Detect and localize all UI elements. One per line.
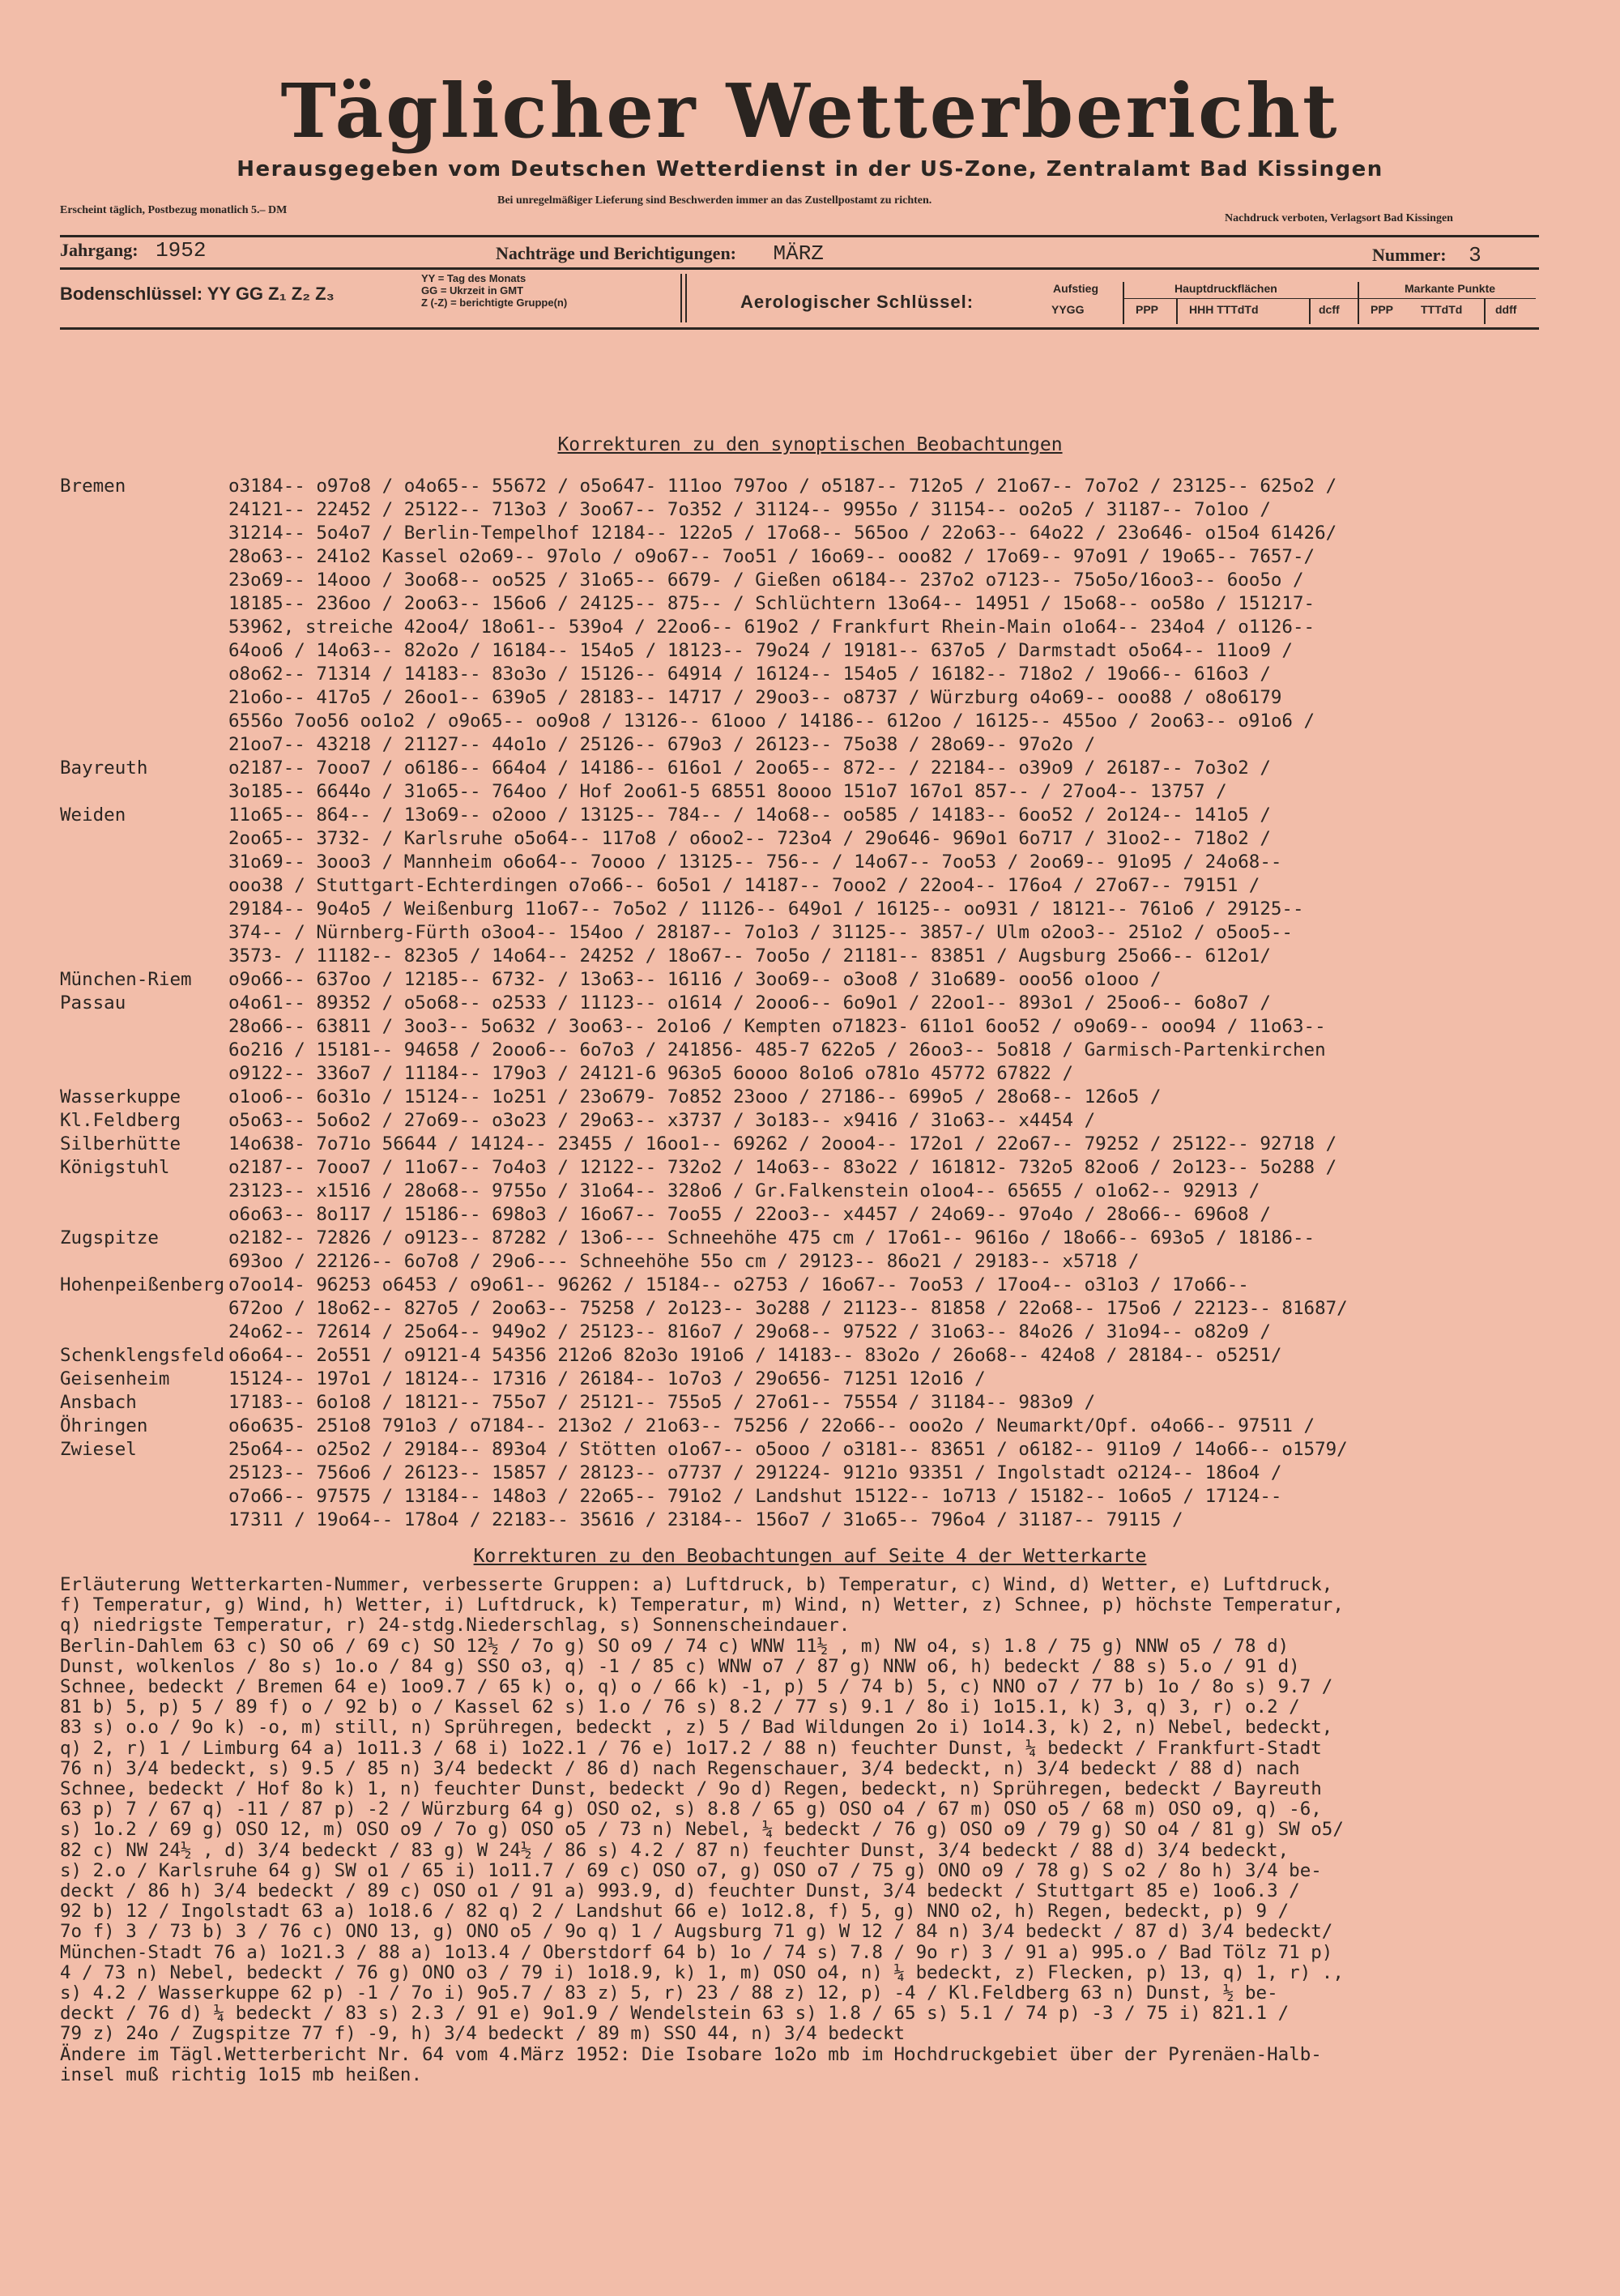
correction-line: 7o f) 3 / 73 b) 3 / 76 c) ONO 13, g) ONO o5 / 9o q) 1 / Augsburg 71 g) W 12 / 84 n) 3/4 bedeckt / 87 d) 3/4 bedeckt/ — [60, 1921, 1333, 1943]
correction-line: Schnee, bedeckt / Hof 8o k) 1, n) feuchter Dunst, bedeckt / 9o d) Regen, bedeckt, n) Sprühregen, bedeckt / Bayreuth — [60, 1778, 1322, 1800]
station-name — [60, 569, 228, 592]
obs-row — [60, 710, 1550, 733]
station-name: Zugspitze — [60, 1227, 159, 1248]
station-name — [60, 945, 228, 968]
aero-sep — [1484, 298, 1486, 324]
station-name — [60, 1297, 228, 1321]
masthead — [0, 66, 1620, 156]
obs-text: o6o64-- 2o551 / o9121-4 54356 212o6 82o3o 191o6 / 14183-- 83o2o / 26o68-- 424o8 / 28184-- o5251/ — [228, 1345, 1282, 1366]
station-name: Geisenheim — [60, 1368, 170, 1389]
nummer-value: 3 — [1469, 243, 1481, 267]
correction-line: Schnee, bedeckt / Bremen 64 e) 1oo9.7 / 65 k) o, q) o / 66 k) -1, p) 5 / 74 b) 5, c) NNO o7 / 77 b) 1o / 8o s) 9.7 / — [60, 1676, 1333, 1698]
obs-text: 693oo / 22126-- 6o7o8 / 29o6--- Schneehöhe 55o cm / 29123-- 86o21 / 29183-- x5718 / — [228, 1251, 1140, 1272]
aero-aufstieg: Aufstieg — [1053, 282, 1098, 295]
correction-line: s) 4.2 / Wasserkuppe 62 p) -1 / 7o i) 9o5.7 / 83 z) 5, r) 23 / 88 z) 12, p) -4 / Kl.Feldberg 63 n) Dunst, ½ be- — [60, 1982, 1278, 2004]
aero-sep — [1358, 282, 1359, 324]
station-name: Bayreuth — [60, 758, 148, 779]
obs-row — [60, 1368, 1550, 1391]
header-rule-bottom — [60, 327, 1539, 330]
station-name — [60, 710, 228, 733]
station-name: Silberhütte — [60, 1133, 181, 1154]
correction-line: 82 c) NW 24½ , d) 3/4 bedeckt / 83 g) W 24½ / 86 s) 4.2 / 87 n) feuchter Dunst, 3/4 bedeckt / 88 d) 3/4 bedeckt, — [60, 1839, 1290, 1861]
header-rule-mid — [60, 267, 1539, 270]
delivery-note: Bei unregelmäßiger Lieferung sind Beschwerden immer an das Zustellpostamt zu richten. — [497, 194, 932, 207]
nachtraege-label: Nachträge und Berichtigungen: — [496, 243, 736, 263]
obs-text: 18185-- 236oo / 2oo63-- 156o6 / 24125-- 875-- / Schlüchtern 13o64-- 14951 / 15o68-- oo58o / 151217- — [228, 593, 1315, 614]
correction-line: Erläuterung Wetterkarten-Nummer, verbesserte Gruppen: a) Luftdruck, b) Temperatur, c) Wind, d) Wetter, e) Luftdruck, — [60, 1574, 1333, 1595]
station-name: Bremen — [60, 476, 126, 497]
station-name — [60, 874, 228, 898]
station-name — [60, 1039, 228, 1062]
station-name — [60, 1180, 228, 1203]
aero-hauptdruck: Hauptdruckflächen — [1174, 282, 1277, 295]
aero-sep — [1176, 298, 1178, 324]
bodenschluessel-label: Bodenschlüssel: YY GG Z₁ Z₂ Z₃ — [60, 284, 335, 304]
header-rule-top — [60, 235, 1539, 237]
aero-hhh: HHH TTTdTd — [1189, 303, 1259, 316]
station-name — [60, 1062, 228, 1086]
obs-text: o4o61-- 89352 / o5o68-- o2533 / 11123-- o1614 / 2ooo6-- 6o9o1 / 22oo1-- 893o1 / 25oo6-- 6o8o7 / — [228, 992, 1271, 1014]
aero-tt: TTTdTd — [1421, 303, 1463, 316]
obs-row — [60, 1297, 1550, 1321]
obs-text: 15124-- 197o1 / 18124-- 17316 / 26184-- 1o7o3 / 29o656- 71251 12o16 / — [228, 1368, 986, 1389]
obs-row — [60, 592, 1550, 616]
legend-z: Z (-Z) = berichtigte Gruppe(n) — [421, 297, 568, 309]
obs-row — [60, 663, 1550, 686]
obs-row — [60, 522, 1550, 545]
jahrgang-value: 1952 — [156, 238, 207, 262]
obs-text: 28o66-- 63811 / 3oo3-- 5o632 / 3oo63-- 2o1o6 / Kempten o71823- 611o1 6oo52 / o9o69-- ooo94 / 11o63-- — [228, 1016, 1326, 1037]
obs-text: o9122-- 336o7 / 11184-- 179o3 / 24121-6 963o5 6oooo 8o1o6 o781o 45772 67822 / — [228, 1063, 1074, 1084]
station-name — [60, 851, 228, 874]
correction-line: deckt / 86 h) 3/4 bedeckt / 89 c) OSO o1 / 91 a) 993.9, d) feuchter Dunst, 3/4 bedeckt / Stuttgart 85 e) 1oo6.3 / — [60, 1880, 1300, 1902]
correction-line: Dunst, wolkenlos / 8o s) 1o.o / 84 g) SSO o3, q) -1 / 85 c) WNW o7 / 87 g) NNW o6, h) bedeckt / 88 s) 5.o / 91 d) — [60, 1655, 1300, 1677]
obs-row — [60, 1203, 1550, 1227]
jahrgang-field — [60, 238, 206, 262]
correction-line: s) 2.o / Karlsruhe 64 g) SW o1 / 65 i) 1o11.7 / 69 c) OSO o7, g) OSO o7 / 75 g) ONO o9 / 78 g) S o2 / 8o h) 3/4 be- — [60, 1859, 1322, 1881]
obs-text: o3184-- o97o8 / o4o65-- 55672 / o5o647- 111oo 797oo / o5187-- 712o5 / 21o67-- 7o7o2 / 23125-- 625o2 / — [228, 476, 1337, 497]
correction-line: 76 n) 3/4 bedeckt, s) 9.5 / 85 n) 3/4 bedeckt / 86 d) nach Regenschauer, 3/4 bedeckt, n) 3/4 bedeckt / 88 d) nach — [60, 1757, 1300, 1779]
station-name — [60, 639, 228, 663]
aero-markante: Markante Punkte — [1405, 282, 1496, 295]
obs-row — [60, 1485, 1550, 1509]
correction-line: s) 1o.2 / 69 g) OSO 12, m) OSO o9 / 7o g) OSO o5 / 73 n) Nebel, ¼ bedeckt / 76 g) OSO o9 / 79 g) SO o4 / 81 g) SW o5/ — [60, 1819, 1344, 1841]
station-name — [60, 827, 228, 851]
correction-line: München-Stadt 76 a) 1o21.3 / 88 a) 1o13.4 / Oberstdorf 64 b) 1o / 74 s) 7.8 / 9o r) 3 / 91 a) 995.o / Bad Tölz 71 p) — [60, 1941, 1333, 1963]
obs-text: 672oo / 18o62-- 827o5 / 2oo63-- 75258 / 2o123-- 3o288 / 21123-- 81858 / 22o68-- 175o6 / 22123-- 81687/ — [228, 1298, 1348, 1319]
obs-row — [60, 1227, 1550, 1250]
key-legend — [421, 272, 567, 309]
obs-row — [60, 498, 1550, 522]
aero-sep — [1309, 298, 1311, 324]
obs-row — [60, 1462, 1550, 1485]
obs-row — [60, 1039, 1550, 1062]
header-divider-1 — [680, 274, 682, 322]
header-divider-2 — [685, 274, 687, 322]
obs-text: 14o638- 7o71o 56644 / 14124-- 23455 / 16oo1-- 69262 / 2ooo4-- 172o1 / 22o67-- 79252 / 25122-- 92718 / — [228, 1133, 1337, 1154]
obs-text: 3o185-- 6644o / 31o65-- 764oo / Hof 2oo61-5 68551 8oooo 151o7 167o1 857-- / 27oo4-- 13757 / — [228, 781, 1227, 802]
obs-row — [60, 874, 1550, 898]
section1-title — [0, 434, 1620, 455]
obs-text: 24o62-- 72614 / 25o64-- 949o2 / 25123-- 816o7 / 29o68-- 97522 / 31o63-- 84o26 / 31o94-- o82o9 / — [228, 1321, 1271, 1342]
aero-dcff: dcff — [1319, 303, 1340, 316]
obs-text: 6o216 / 15181-- 94658 / 2ooo6-- 6o7o3 / 241856- 485-7 622o5 / 26oo3-- 5o818 / Garmisch-Partenkirchen — [228, 1039, 1326, 1061]
correction-line: 4 / 73 n) Nebel, bedeckt / 76 g) ONO o3 / 79 i) 1o18.9, k) 1, m) OSO o4, n) ¼ bedeckt, z) Flecken, p) 13, q) 1, r) ., — [60, 1961, 1344, 1983]
station-name — [60, 522, 228, 545]
obs-text: 2oo65-- 3732- / Karlsruhe o5o64-- 117o8 / o6oo2-- 723o4 / 29o646- 969o1 6o717 / 31oo2-- 718o2 / — [228, 828, 1271, 849]
correction-line: insel muß richtig 1o15 mb heißen. — [60, 2063, 423, 2085]
obs-text: o6o635- 251o8 791o3 / o7184-- 213o2 / 21o63-- 75256 / 22o66-- ooo2o / Neumarkt/Opf. o4o66-- 97511 / — [228, 1415, 1315, 1436]
subscription-note: Erscheint täglich, Postbezug monatlich 5.– DM — [60, 204, 288, 216]
obs-row — [60, 1086, 1550, 1109]
obs-text: 28o63-- 241o2 Kassel o2o69-- 97olo / o9o67-- 7oo51 / 16o69-- ooo82 / 17o69-- 97o91 / 19o65-- 7657-/ — [228, 546, 1315, 567]
obs-text: 11o65-- 864-- / 13o69-- o2ooo / 13125-- 784-- / 14o68-- oo585 / 14183-- 6oo52 / 2o124-- 141o5 / — [228, 804, 1271, 826]
obs-row — [60, 1250, 1550, 1274]
synoptic-corrections — [60, 475, 1550, 1532]
station-name: Kl.Feldberg — [60, 1110, 181, 1131]
page-title: Täglicher Wetterbericht — [280, 67, 1340, 155]
obs-text: 17183-- 6o1o8 / 18121-- 755o7 / 25121-- 755o5 / 27o61-- 75554 / 31184-- 983o9 / — [228, 1392, 1096, 1413]
obs-row — [60, 757, 1550, 780]
jahrgang-label: Jahrgang: — [60, 240, 139, 260]
obs-row — [60, 1274, 1550, 1297]
obs-text: 17311 / 19o64-- 178o4 / 22183-- 35616 / 23184-- 156o7 / 31o65-- 796o4 / 31187-- 79115 / — [228, 1509, 1183, 1530]
obs-row — [60, 1321, 1550, 1344]
obs-row — [60, 804, 1550, 827]
obs-text: o9o66-- 637oo / 12185-- 6732- / 13o63-- 16116 / 3oo69-- o3oo8 / 31o689- ooo56 o1ooo / — [228, 969, 1162, 990]
obs-text: o2187-- 7ooo7 / 11o67-- 7o4o3 / 12122-- 732o2 / 14o63-- 83o22 / 161812- 732o5 82oo6 / 2o123-- 5o288 / — [228, 1157, 1337, 1178]
correction-line: 63 p) 7 / 67 q) -11 / 87 p) -2 / Würzburg 64 g) OSO o2, s) 8.8 / 65 g) OSO o4 / 67 m) OSO o5 / 68 m) OSO o9, q) -6, — [60, 1799, 1322, 1820]
obs-text: 21oo7-- 43218 / 21127-- 44o1o / 25126-- 679o3 / 26123-- 75o38 / 28o69-- 97o2o / — [228, 734, 1096, 755]
obs-text: 25o64-- o25o2 / 29184-- 893o4 / Stötten o1o67-- o5ooo / o3181-- 83651 / o6182-- 911o9 / 14o66-- o1579/ — [228, 1439, 1348, 1460]
obs-text: 6556o 7oo56 oo1o2 / o9o65-- oo9o8 / 13126-- 61ooo / 14186-- 612oo / 16125-- 455oo / 2oo63-- o91o6 / — [228, 711, 1315, 732]
station-name: Öhringen — [60, 1415, 148, 1436]
obs-row — [60, 616, 1550, 639]
obs-row — [60, 1015, 1550, 1039]
nummer-field — [1372, 243, 1481, 267]
weather-map-corrections — [60, 1575, 1567, 2085]
correction-line: 79 z) 24o / Zugspitze 77 f) -9, h) 3/4 bedeckt / 89 m) SSO 44, n) 3/4 bedeckt — [60, 2023, 906, 2045]
obs-row — [60, 475, 1550, 498]
aero-sep-h — [1123, 298, 1536, 299]
obs-row — [60, 945, 1550, 968]
station-name — [60, 1203, 228, 1227]
obs-text: 29184-- 9o4o5 / Weißenburg 11o67-- 7o5o2 / 11126-- 649o1 / 16125-- oo931 / 18121-- 761o6 / 29125-- — [228, 898, 1304, 920]
month-value: MÄRZ — [773, 241, 824, 266]
station-name — [60, 686, 228, 710]
station-name: Wasserkuppe — [60, 1086, 181, 1107]
obs-row — [60, 921, 1550, 945]
obs-text: 23123-- x1516 / 28o68-- 9755o / 31o64-- 328o6 / Gr.Falkenstein o1oo4-- 65655 / o1o62-- 92913 / — [228, 1180, 1260, 1201]
obs-text: o7o66-- 97575 / 13184-- 148o3 / 22o65-- 791o2 / Landshut 15122-- 1o713 / 15182-- 1o6o5 / 17124-- — [228, 1486, 1282, 1507]
obs-row — [60, 1109, 1550, 1133]
section2-title — [0, 1546, 1620, 1567]
station-name — [60, 733, 228, 757]
station-name — [60, 1250, 228, 1274]
obs-row — [60, 851, 1550, 874]
obs-text: o2182-- 72826 / o9123-- 87282 / 13o6--- Schneehöhe 475 cm / 17o61-- 9616o / 18o66-- 693o5 / 18186-- — [228, 1227, 1315, 1248]
obs-text: 21o6o-- 417o5 / 26oo1-- 639o5 / 28183-- 14717 / 29oo3-- o8737 / Würzburg o4o69-- ooo88 / o8o6179 — [228, 687, 1282, 708]
station-name: Passau — [60, 992, 126, 1014]
obs-row — [60, 1180, 1550, 1203]
section2-title-text: Korrekturen zu den Beobachtungen auf Seite 4 der Wetterkarte — [473, 1546, 1147, 1567]
aero-ppp-2: PPP — [1371, 303, 1394, 316]
correction-line: 92 b) 12 / Ingolstadt 63 a) 1o18.6 / 82 q) 2 / Landshut 66 e) 1o12.8, f) 5, g) NNO o2, h) Regen, bedeckt, p) 9 / — [60, 1901, 1290, 1923]
station-name — [60, 1462, 228, 1485]
obs-text: 23o69-- 14ooo / 3oo68-- oo525 / 31o65-- 6679- / Gießen o6184-- 237o2 o7123-- 75o5o/16oo3-- 6oo5o / — [228, 570, 1304, 591]
obs-text: o5o63-- 5o6o2 / 27o69-- o3o23 / 29o63-- x3737 / 3o183-- x9416 / 31o63-- x4454 / — [228, 1110, 1096, 1131]
obs-row — [60, 1415, 1550, 1438]
legend-gg: GG = Ukrzeit in GMT — [421, 284, 524, 297]
correction-line: deckt / 76 d) ¼ bedeckt / 83 s) 2.3 / 91 e) 9o1.9 / Wendelstein 63 s) 1.8 / 65 s) 5.1 / 74 p) -3 / 75 i) 821.1 / — [60, 2003, 1290, 2025]
obs-text: o6o63-- 8o117 / 15186-- 698o3 / 16o67-- 7oo55 / 22oo3-- x4457 / 24o69-- 97o4o / 28o66-- 696o8 / — [228, 1204, 1271, 1225]
obs-row — [60, 968, 1550, 992]
obs-row — [60, 639, 1550, 663]
obs-row — [60, 1133, 1550, 1156]
obs-row — [60, 1156, 1550, 1180]
nachtraege-field — [496, 241, 824, 266]
correction-line: f) Temperatur, g) Wind, h) Wetter, i) Luftdruck, k) Temperatur, m) Wind, n) Wetter, z) Schnee, p) höchste Temperatur, — [60, 1594, 1344, 1616]
station-name — [60, 592, 228, 616]
nummer-label: Nummer: — [1372, 245, 1447, 265]
publisher-subtitle: Herausgegeben vom Deutschen Wetterdienst in der US-Zone, Zentralamt Bad Kissingen — [237, 157, 1383, 181]
station-name — [60, 1509, 228, 1532]
obs-row — [60, 780, 1550, 804]
correction-line: q) 2, r) 1 / Limburg 64 a) 1o11.3 / 68 i) 1o22.1 / 76 e) 1o17.2 / 88 n) feuchter Dunst, ¼ bedeckt / Frankfurt-Stadt — [60, 1737, 1322, 1759]
station-name: München-Riem — [60, 969, 192, 990]
copyright-note: Nachdruck verboten, Verlagsort Bad Kissingen — [1225, 212, 1453, 224]
station-name — [60, 663, 228, 686]
aero-ppp-1: PPP — [1136, 303, 1159, 316]
station-name — [60, 921, 228, 945]
aero-ddff: ddff — [1495, 303, 1517, 316]
obs-row — [60, 686, 1550, 710]
station-name — [60, 498, 228, 522]
obs-text: o2187-- 7ooo7 / o6186-- 664o4 / 14186-- 616o1 / 2oo65-- 872-- / 22184-- o39o9 / 26187-- 7o3o2 / — [228, 758, 1271, 779]
station-name — [60, 780, 228, 804]
obs-text: 31214-- 5o4o7 / Berlin-Tempelhof 12184-- 122o5 / 17o68-- 565oo / 22o63-- 64o22 / 23o646- o15o4 61426/ — [228, 523, 1337, 544]
station-name: Weiden — [60, 804, 126, 826]
obs-row — [60, 545, 1550, 569]
station-name — [60, 898, 228, 921]
obs-row — [60, 733, 1550, 757]
obs-row — [60, 1391, 1550, 1415]
station-name: Ansbach — [60, 1392, 137, 1413]
obs-row — [60, 1062, 1550, 1086]
obs-row — [60, 827, 1550, 851]
station-name: Zwiesel — [60, 1439, 137, 1460]
obs-row — [60, 1438, 1550, 1462]
obs-row — [60, 569, 1550, 592]
aero-sep — [1123, 282, 1124, 324]
aero-yygg: YYGG — [1051, 303, 1085, 316]
obs-row — [60, 898, 1550, 921]
obs-text: o8o62-- 71314 / 14183-- 83o3o / 15126-- 64914 / 16124-- 154o5 / 16182-- 718o2 / 19o66-- 616o3 / — [228, 664, 1271, 685]
obs-text: ooo38 / Stuttgart-Echterdingen o7o66-- 6o5o1 / 14187-- 7ooo2 / 22oo4-- 176o4 / 27o67-- 79151 / — [228, 875, 1260, 896]
correction-line: Ändere im Tägl.Wetterbericht Nr. 64 vom 4.März 1952: Die Isobare 1o2o mb im Hochdruckgebiet über der Pyrenäen-Halb- — [60, 2043, 1322, 2065]
correction-line: 83 s) o.o / 9o k) -o, m) still, n) Sprühregen, bedeckt , z) 5 / Bad Wildungen 2o i) 1o14.3, k) 2, n) Nebel, bedeckt, — [60, 1717, 1333, 1739]
correction-line: Berlin-Dahlem 63 c) SO o6 / 69 c) SO 12½ / 7o g) SO o9 / 74 c) WNW 11½ , m) NW o4, s) 1.8 / 75 g) NNW o5 / 78 d) — [60, 1635, 1290, 1657]
station-name — [60, 1485, 228, 1509]
obs-row — [60, 1344, 1550, 1368]
legend-yy: YY = Tag des Monats — [421, 272, 526, 284]
obs-text: 24121-- 22452 / 25122-- 713o3 / 3oo67-- 7o352 / 31124-- 9955o / 31154-- oo2o5 / 31187-- 7o1oo / — [228, 499, 1271, 520]
correction-line: 81 b) 5, p) 5 / 89 f) o / 92 b) o / Kassel 62 s) 1.o / 76 s) 8.2 / 77 s) 9.1 / 8o i) 1o15.1, k) 3, q) 3, r) o.2 / — [60, 1696, 1300, 1718]
obs-text: 31o69-- 3ooo3 / Mannheim o6o64-- 7oooo / 13125-- 756-- / 14o67-- 7oo53 / 2oo69-- 91o95 / 24o68-- — [228, 851, 1282, 873]
station-name — [60, 1321, 228, 1344]
obs-text: 64oo6 / 14o63-- 82o2o / 16184-- 154o5 / 18123-- 79o24 / 19181-- 637o5 / Darmstadt o5o64-- 11oo9 / — [228, 640, 1293, 661]
aero-label: Aerologischer Schlüssel: — [740, 292, 974, 312]
obs-text: 25123-- 756o6 / 26123-- 15857 / 28123-- o7737 / 291224- 9121o 93351 / Ingolstadt o2124-- 186o4 / — [228, 1462, 1282, 1483]
station-name: Hohenpeißenberg — [60, 1274, 225, 1295]
station-name: Schenklengsfeld — [60, 1345, 225, 1366]
section1-title-text: Korrekturen zu den synoptischen Beobachtungen — [557, 434, 1063, 455]
obs-text: o1oo6-- 6o31o / 15124-- 1o251 / 23o679- 7o852 23ooo / 27186-- 699o5 / 28o68-- 126o5 / — [228, 1086, 1162, 1107]
station-name — [60, 616, 228, 639]
obs-row — [60, 992, 1550, 1015]
station-name — [60, 545, 228, 569]
obs-text: 374-- / Nürnberg-Fürth o3oo4-- 154oo / 28187-- 7o1o3 / 31125-- 3857-/ Ulm o2oo3-- 251o2 / o5oo5-- — [228, 922, 1293, 943]
correction-line: q) niedrigste Temperatur, r) 24-stdg.Niederschlag, s) Sonnenscheindauer. — [60, 1615, 850, 1637]
obs-row — [60, 1509, 1550, 1532]
obs-text: 3573- / 11182-- 823o5 / 14o64-- 24252 / 18o67-- 7oo5o / 21181-- 83851 / Augsburg 25o66-- 612o1/ — [228, 945, 1271, 967]
station-name: Königstuhl — [60, 1157, 170, 1178]
obs-text: 53962, streiche 42oo4/ 18o61-- 539o4 / 22oo6-- 619o2 / Frankfurt Rhein-Main o1o64-- 234o4 / o1126-- — [228, 617, 1315, 638]
obs-text: o7oo14- 96253 o6453 / o9o61-- 96262 / 15184-- o2753 / 16o67-- 7oo53 / 17oo4-- o31o3 / 17o66-- — [228, 1274, 1249, 1295]
station-name — [60, 1015, 228, 1039]
